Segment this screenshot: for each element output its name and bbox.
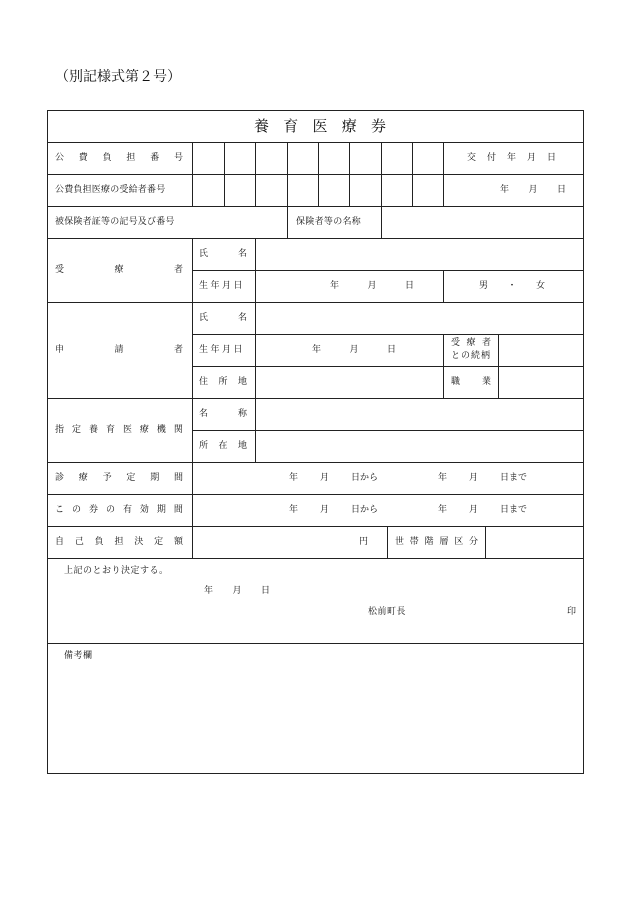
institution-name-field[interactable] (256, 399, 584, 430)
validity-period-label: こ の 券 の 有 効 期 間 (55, 505, 183, 515)
mayor-label: 松前町長 (368, 607, 407, 617)
applicant-name-field[interactable] (256, 303, 584, 334)
relation-label-line2: との続柄 (451, 351, 492, 361)
treatment-period-from: 年 月 日から (289, 473, 378, 483)
institution-location-label: 所 在 地 (199, 441, 247, 451)
household-class-label: 世 帯 階 層 区 分 (395, 537, 478, 547)
relation-field[interactable] (499, 335, 584, 366)
household-class-field[interactable] (486, 527, 584, 558)
form-number-label: （別記様式第２号） (55, 69, 181, 85)
institution-name-label: 名 称 (199, 409, 247, 419)
applicant-label: 申 請 者 (55, 345, 183, 355)
relation-label-line1: 受 療 者 (451, 338, 491, 348)
patient-sex[interactable]: 男 ・ 女 (479, 281, 545, 291)
patient-name-field[interactable] (256, 239, 584, 270)
applicant-birthdate-label: 生年月日 (199, 345, 246, 355)
institution-label: 指 定 養 育 医 療 機 関 (55, 425, 183, 435)
copay-amount-label: 自 己 負 担 決 定 額 (55, 537, 183, 547)
decision-text: 上記のとおり決定する。 (64, 566, 169, 576)
public-expense-number-label: 公 費 負 担 番 号 (55, 153, 183, 163)
decision-date: 年 月 日 (204, 586, 270, 596)
recipient-number-label: 公費負担医療の受給者番号 (55, 185, 166, 195)
validity-period-from: 年 月 日から (289, 505, 378, 515)
treatment-period-to: 年 月 日まで (438, 473, 527, 483)
public-expense-number-boxes[interactable] (193, 143, 443, 174)
applicant-address-field[interactable] (256, 367, 443, 398)
copay-amount-field[interactable] (193, 527, 387, 558)
remarks-label: 備考欄 (64, 651, 93, 661)
remarks-field[interactable] (48, 662, 583, 772)
applicant-birthdate: 年 月 日 (312, 345, 396, 355)
medical-voucher-form (47, 110, 584, 774)
patient-birthdate-label: 生年月日 (199, 281, 246, 291)
patient-label: 受 療 者 (55, 265, 183, 275)
copay-yen-unit: 円 (359, 537, 369, 547)
insurer-name-label: 保険者等の名称 (296, 217, 362, 227)
patient-name-label: 氏 名 (199, 249, 247, 259)
institution-location-field[interactable] (256, 431, 584, 462)
insurer-name-field[interactable] (382, 207, 584, 238)
treatment-period-label: 診 療 予 定 期 間 (55, 473, 183, 483)
validity-period-to: 年 月 日まで (438, 505, 527, 515)
recipient-number-boxes[interactable] (193, 175, 443, 206)
issue-date-label: 交 付 年 月 日 (467, 153, 556, 163)
patient-birthdate: 年 月 日 (330, 281, 414, 291)
recipient-date: 年 月 日 (500, 185, 566, 195)
occupation-field[interactable] (499, 367, 584, 398)
occupation-label: 職 業 (451, 377, 491, 387)
seal-mark: 印 (567, 607, 577, 617)
form-title: 養 育 医 療 券 (254, 117, 386, 135)
applicant-name-label: 氏 名 (199, 313, 247, 323)
applicant-address-label: 住 所 地 (199, 377, 247, 387)
insurance-card-number-field[interactable] (193, 207, 287, 238)
insurance-card-number-label: 被保険者証等の記号及び番号 (55, 217, 175, 227)
